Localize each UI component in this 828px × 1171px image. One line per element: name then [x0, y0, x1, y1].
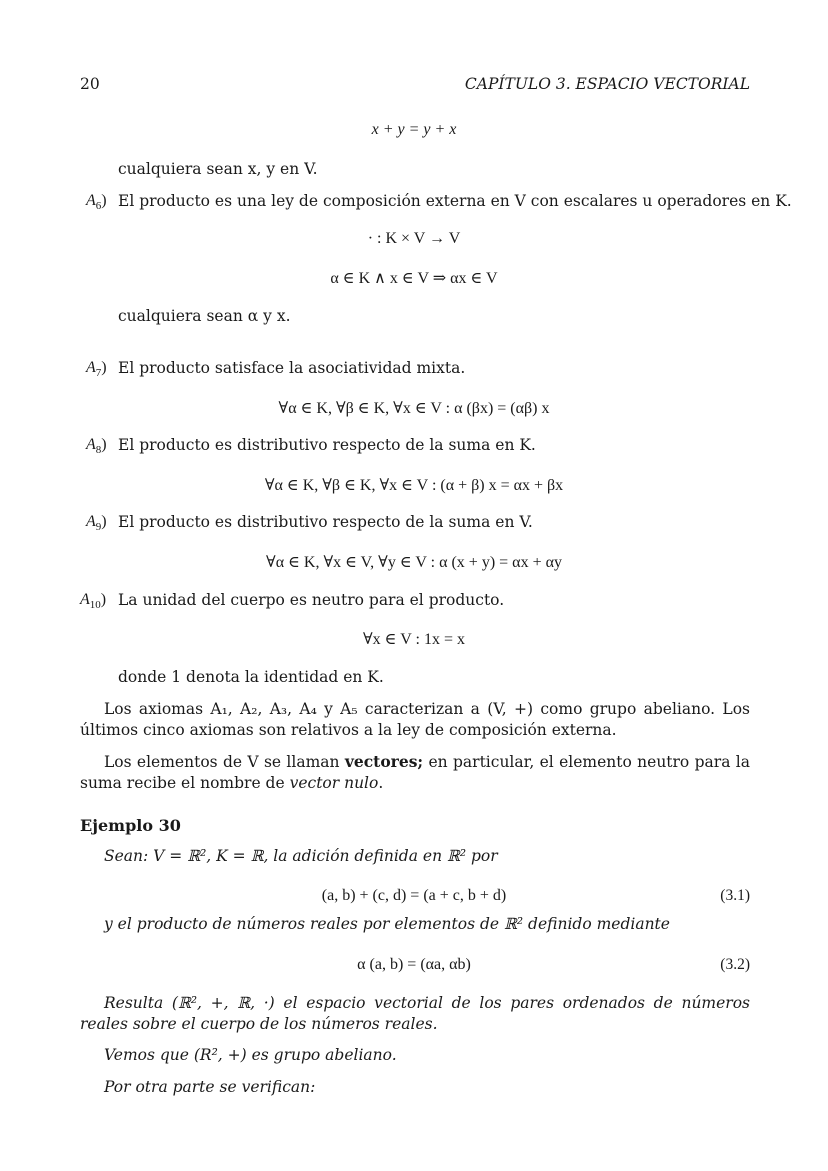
example-text-producto: y el producto de números reales por elementos de ℝ² definido mediante — [104, 915, 670, 933]
equation-distributive-k: ∀α ∈ K, ∀β ∈ K, ∀x ∈ V : (α + β) x = αx + βx — [264, 477, 564, 494]
example-heading: Ejemplo 30 — [80, 816, 181, 835]
paragraph-resulta: Resulta (ℝ², +, ℝ, ·) el espacio vectorial de los pares ordenados de números reales sobre el cuerpo de los números reales. — [80, 994, 750, 1033]
axiom-label-a10: $A_{10}$) — [80, 591, 107, 612]
equation-3-2: α (a, b) = (αa, αb) — [357, 956, 471, 973]
axiom-label-a9: $A_9$) — [86, 513, 107, 534]
text-cualquiera-xy: cualquiera sean x, y en V. — [118, 160, 318, 178]
equation-mixed-associativity: ∀α ∈ K, ∀β ∈ K, ∀x ∈ V : α (βx) = (αβ) x — [278, 400, 550, 417]
axiom-label-a7: $A_7$) — [86, 359, 107, 380]
axiom-a9-text: El producto es distributivo respecto de la suma en V. — [118, 513, 533, 531]
axiom-label-a8: $A_8$) — [86, 436, 107, 457]
axiom-a8-text: El producto es distributivo respecto de la suma en K. — [118, 436, 536, 454]
axiom-a10-text: La unidad del cuerpo es neutro para el producto. — [118, 591, 505, 609]
equation-commutativity: x + y = y + x — [371, 121, 457, 138]
text-donde: donde 1 denota la identidad en K. — [118, 668, 384, 686]
paragraph-elementos: Los elementos de V se llaman vectores; en particular, el elemento neutro para la suma recibe el nombre de vector nulo. — [80, 752, 750, 792]
axiom-label-a6: $A_6$) — [86, 192, 107, 213]
example-text-otra: Por otra parte se verifican: — [104, 1078, 316, 1096]
example-text-vemos: Vemos que (R², +) es grupo abeliano. — [104, 1046, 397, 1064]
equation-unit: ∀x ∈ V : 1x = x — [363, 631, 465, 648]
equation-number-3-1: (3.1) — [720, 887, 750, 904]
example-text-sean: Sean: V = ℝ², K = ℝ, la adición definida en ℝ² por — [104, 847, 498, 865]
equation-external-map: · : K × V → V — [367, 230, 461, 247]
equation-number-3-2: (3.2) — [720, 956, 750, 973]
page-number: 20 — [80, 75, 100, 93]
text-cualquiera-ax: cualquiera sean α y x. — [118, 307, 291, 325]
chapter-title: CAPÍTULO 3. ESPACIO VECTORIAL — [464, 75, 750, 93]
equation-3-1: (a, b) + (c, d) = (a + c, b + d) — [321, 887, 507, 904]
equation-distributive-v: ∀α ∈ K, ∀x ∈ V, ∀y ∈ V : α (x + y) = αx + αy — [266, 554, 562, 571]
paragraph-axiomas: Los axiomas A₁, A₂, A₃, A₄ y A₅ caracterizan a (V, +) como grupo abeliano. Los últimos cinco axiomas son relativos a la ley de composición externa. — [80, 700, 750, 739]
axiom-a6-text: El producto es una ley de composición externa en V con escalares u operadores en K. — [118, 192, 792, 210]
axiom-a7-text: El producto satisface la asociatividad mixta. — [118, 359, 466, 377]
equation-closure: α ∈ K ∧ x ∈ V ⇒ αx ∈ V — [330, 270, 498, 287]
